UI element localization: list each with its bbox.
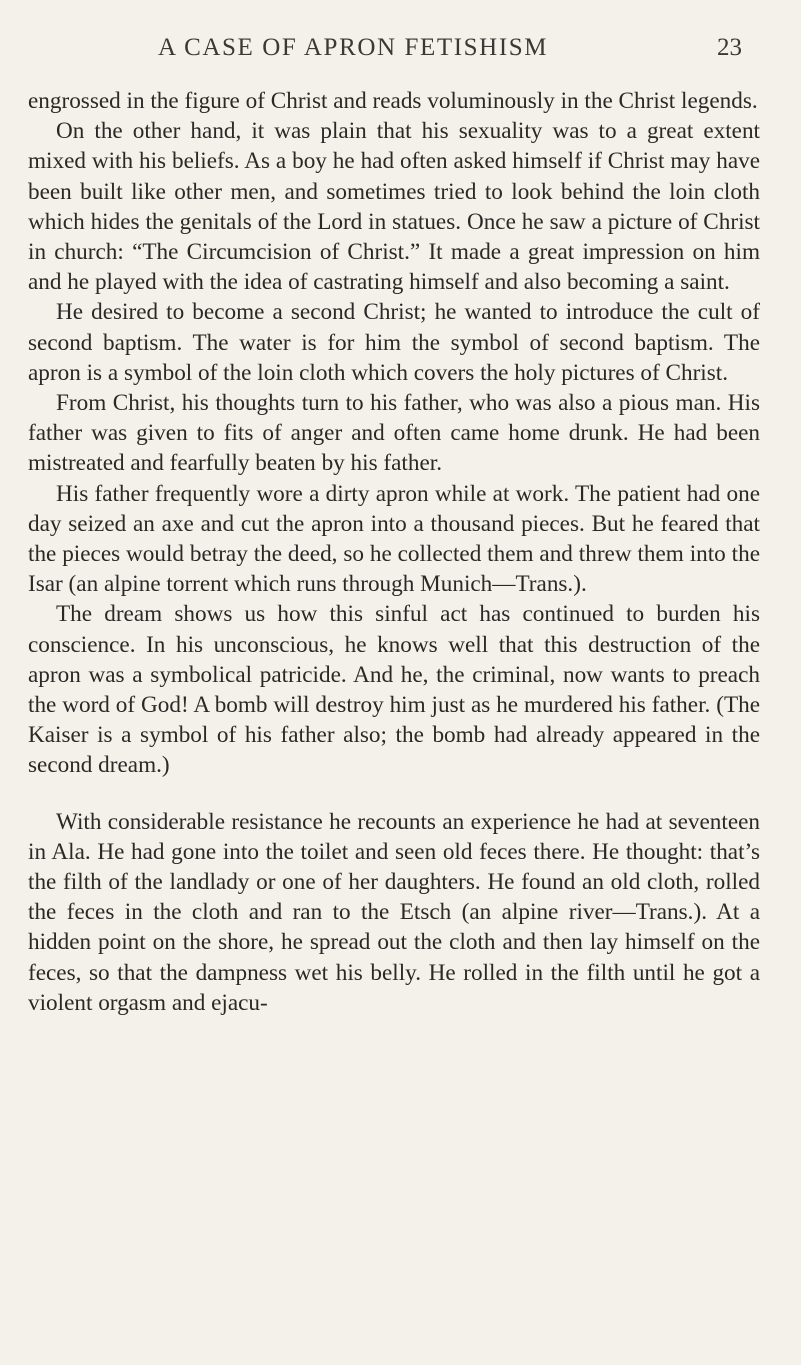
paragraph-dirty-apron: His father frequently wore a dirty apron while at work. The patient had one day seized an axe and cut the apron into a thousand pieces. But he feared that the pieces would betray the deed, so he collected them and threw them into the Isar (an alpine torrent which runs through Munich—Trans.). xyxy=(28,480,760,598)
paragraph-continuation: engrossed in the figure of Christ and reads voluminously in the Christ legends. xyxy=(28,88,758,114)
paragraph-father: From Christ, his thoughts turn to his father, who was also a pious man. His father was given to fits of anger and often came home drunk. He had been mistreated and fearfully beaten by his father. xyxy=(28,390,760,477)
running-head xyxy=(0,34,801,64)
body-text xyxy=(28,86,760,1018)
paragraph-sexuality-beliefs: On the other hand, it was plain that his sexuality was to a great extent mixed with his beliefs. As a boy he had often asked himself if Christ may have been built like other men, and sometimes tried to look behind the loin cloth which hides the genitals of the Lord in statues. Once he saw a picture of Christ in church: “The Circumcision of Christ.” It made a great impression on him and he played with the idea of castrating himself and also becoming a saint. xyxy=(28,118,760,296)
paragraph-experience: With considerable resistance he recounts an experience he had at seventeen in Ala. He had gone into the toilet and seen old feces there. He thought: that’s the filth of the landlady or one of her daughters. He found an old cloth, rolled the feces in the cloth and ran to the Etsch (an alpine river—Trans.). At a hidden point on the shore, he spread out the cloth and then lay himself on the feces, so that the dampness wet his belly. He rolled in the filth until he got a violent orgasm and ejacu- xyxy=(28,808,760,1016)
page-number: 23 xyxy=(717,34,742,61)
paragraph-dream: The dream shows us how this sinful act has continued to burden his conscience. In his unconscious, he knows well that this destruction of the apron was a symbolical patricide. And he, the criminal, now wants to preach the word of God! A bomb will destroy him just as he murdered his father. (The Kaiser is a symbol of his father also; the bomb had already appeared in the second dream.) xyxy=(28,601,760,779)
running-head-title: A CASE OF APRON FETISHISM xyxy=(158,34,549,61)
paragraph-second-christ: He desired to become a second Christ; he wanted to introduce the cult of second baptism. The water is for him the symbol of second baptism. The apron is a symbol of the loin cloth which covers the holy pictures of Christ. xyxy=(28,299,760,386)
